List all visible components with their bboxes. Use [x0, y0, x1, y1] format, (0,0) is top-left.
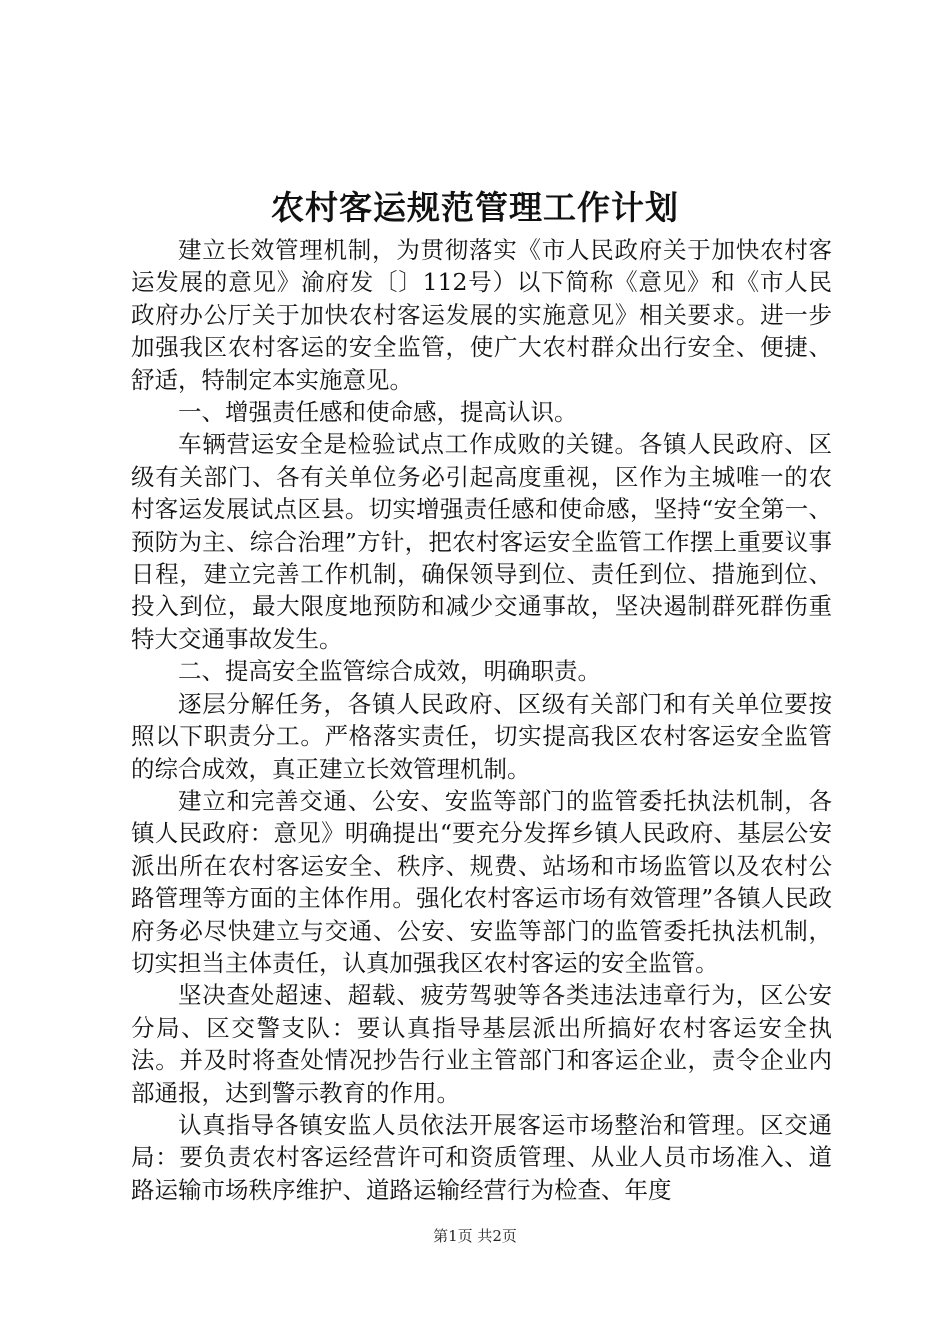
paragraph-intro: 建立长效管理机制，为贯彻落实《市人民政府关于加快农村客运发展的意见》渝府发〔〕112号）以下简称《意见》和《市人民政府办公厅关于加快农村客运发展的实施意见》相关要求。进一步加强我区农村客运的安全监管，使广大农村群众出行安全、便捷、舒适，特制定本实施意见。 — [131, 236, 832, 394]
section-heading-1: 一、增强责任感和使命感，提高认识。 — [178, 398, 578, 427]
page-footer: 第1页 共2页 — [433, 1227, 517, 1245]
paragraph-section-2: 逐层分解任务，各镇人民政府、区级有关部门和有关单位要按照以下职责分工。严格落实责任，切实提高我区农村客运安全监管的综合成效，真正建立长效管理机制。 — [131, 689, 832, 783]
paragraph-transport-bureau: 认真指导各镇安监人员依法开展客运市场整治和管理。区交通局：要负责农村客运经营许可和资质管理、从业人员市场准入、道路运输市场秩序维护、道路运输经营行为检查、年度 — [131, 1110, 832, 1204]
document-title: 农村客运规范管理工作计划 — [271, 188, 679, 227]
paragraph-town-governments: 建立和完善交通、公安、安监等部门的监管委托执法机制，各镇人民政府：意见》明确提出“要充分发挥乡镇人民政府、基层公安派出所在农村客运安全、秩序、规费、站场和市场监管以及农村公路管理等方面的主体作用。强化农村客运市场有效管理”各镇人民政府务必尽快建立与交通、公安、安监等部门的监管委托执法机制，切实担当主体责任，认真加强我区农村客运的安全监管。 — [131, 786, 832, 977]
section-heading-2: 二、提高安全监管综合成效，明确职责。 — [178, 657, 601, 686]
paragraph-public-security: 坚决查处超速、超载、疲劳驾驶等各类违法违章行为，区公安分局、区交警支队：要认真指导基层派出所搞好农村客运安全执法。并及时将查处情况抄告行业主管部门和客运企业，责令企业内部通报，达到警示教育的作用。 — [131, 981, 832, 1107]
paragraph-section-1: 车辆营运安全是检验试点工作成败的关键。各镇人民政府、区级有关部门、各有关单位务必引起高度重视，区作为主城唯一的农村客运发展试点区县。切实增强责任感和使命感，坚持“安全第一、预防为主、综合治理”方针，把农村客运安全监管工作摆上重要议事日程，建立完善工作机制，确保领导到位、责任到位、措施到位、投入到位，最大限度地预防和减少交通事故，坚决遏制群死群伤重特大交通事故发生。 — [131, 430, 832, 653]
document-body — [131, 234, 832, 1206]
